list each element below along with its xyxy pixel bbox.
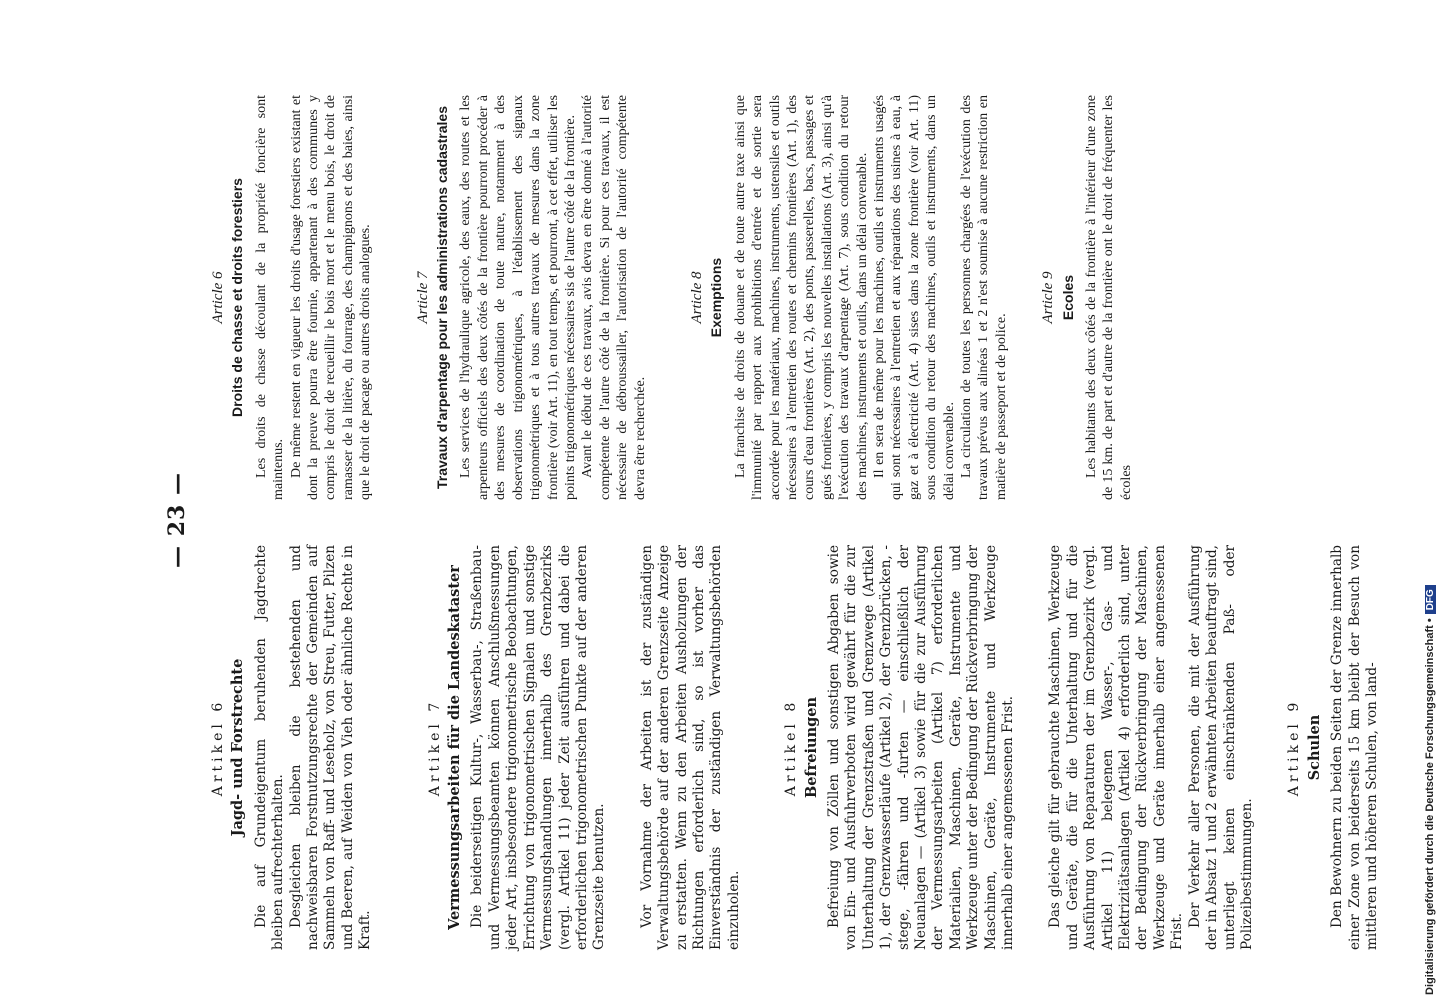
paragraph: La circulation de toutes les personnes chargées de l'exécution des travaux prévus aux alinéas 1 et 2 n'est soumise à aucune restriction en matière de passeport et de police. xyxy=(959,95,1009,500)
article-label: Article 7 xyxy=(414,271,431,324)
article-label: Artikel 8 xyxy=(783,698,800,797)
paragraph: Les services de l'hydraulique agricole, des eaux, des routes et les arpenteurs officiels des deux côtés de la frontière pourront procéder à des mesures de coordination de toute nature, notamment à des observations trigonométriques, à l'établissement des signaux trigonométriques et à tous autres travaux de mesures dans la zone frontière (voir Art. 11), en tout temps, et pourront, à cet effet, utiliser les points trigonométriques nécessaires sis de l'autre côté de la frontière. xyxy=(458,95,578,500)
german-column xyxy=(210,545,1381,950)
document-page xyxy=(130,80,1400,960)
article-title: Jagd- und Forstrechte xyxy=(229,658,247,837)
article-title: Travaux d'arpentage pour les administrations cadastrales xyxy=(434,105,451,490)
paragraph: Den Bewohnern zu beiden Seiten der Grenze innerhalb einer Zone von beiderseits 15 km bleibt der Besuch von mittleren und höheren Schulen, von land- xyxy=(1329,545,1380,950)
article-title: Schulen xyxy=(1305,714,1323,781)
french-article-7 xyxy=(415,95,649,500)
german-article-8 xyxy=(783,545,1256,950)
paragraph: Les droits de chasse découlant de la propriété foncière sont maintenus. xyxy=(253,95,287,500)
article-title: Befreiungen xyxy=(802,696,820,799)
article-label: Article 9 xyxy=(1040,271,1057,324)
paragraph: Das gleiche gilt für gebrauchte Maschinen, Werkzeuge und Geräte, die für die Unterhaltung und für die Ausführung von Reparaturen der im Grenzbezirk (vergl. Artikel 11) belegenen Wasser-, Gas- und Elektrizitätsanlagen (Artikel 4) erforderlich sind, unter der Bedingung der Rückverbringung der Maschinen, Werkzeuge und Geräte innerhalb einer angemessenen Frist. xyxy=(1047,545,1186,950)
article-label: Article 6 xyxy=(210,271,226,324)
digitization-note-text: Digitalisierung gefördert durch die Deutsche Forschungsgemeinschaft • xyxy=(1424,618,1436,995)
paragraph: Befreiung von Zöllen und sonstigen Abgaben sowie von Ein- und Ausfuhrverboten wird gewährt für die zur Unterhaltung der Grenzstraßen und Grenzwege (Artikel 1), der Grenzwasserläufe (Artikel 2), der Grenzbrücken, -stege, -fähren und -furten — einschließlich der Neuanlagen — (Artikel 3) sowie für die zur Ausführung der Vermessungsarbeiten (Artikel 7) erforderlichen Materialien, Maschinen, Geräte, Instrumente und Werkzeuge unter der Bedingung der Rückverbringung der Maschinen, Geräte, Instrumente und Werkzeuge innerhalb einer angemessenen Frist. xyxy=(825,545,1017,950)
article-label: Artikel 7 xyxy=(426,698,443,797)
article-title: Ecoles xyxy=(1059,274,1076,321)
french-column xyxy=(210,95,1135,500)
dfg-logo: DFG xyxy=(1425,585,1436,614)
paragraph: Vor Vornahme der Arbeiten ist der zuständigen Verwaltungsbehörde auf der anderen Grenzseite Anzeige zu erstatten. Wenn zu den Arbeiten Ausholzungen der Richtungen erforderlich sind, so ist vorher das Einverständnis der zuständigen Verwaltungsbehörden einzuholen. xyxy=(638,545,742,950)
article-label: Artikel 9 xyxy=(1286,698,1303,797)
article-label: Article 8 xyxy=(688,271,705,324)
article-label: Artikel 6 xyxy=(210,698,226,797)
paragraph: Die beiderseitigen Kultur-, Wasserbau-, Straßenbau- und Vermessungsbeamten können Anschlußmessungen jeder Art, insbesondere trigonometrische Beobachtungen, Errichtung von trigonometrischen Signalen und sonstige Vermessungshandlungen innerhalb des Grenzbezirks (vergl. Artikel 11) jeder Zeit ausführen und dabei die erforderlichen trigonometrischen Punkte auf der anderen Grenzseite benutzen. xyxy=(469,545,608,950)
paragraph: Desgleichen bleiben die bestehenden und nachweisbaren Forstnutzungsrechte der Gemeinden auf Sammeln von Raff- und Leseholz, von Streu, Futter, Pilzen und Beeren, auf Weiden von Vieh oder ähnliche Rechte in Kraft. xyxy=(287,545,374,950)
german-article-9 xyxy=(1286,545,1381,950)
page-number: — 23 — xyxy=(164,472,190,568)
french-article-8 xyxy=(689,95,1010,500)
article-title: Vermessungsarbeiten für die Landeskataster xyxy=(446,565,464,930)
paragraph: Il en sera de même pour les machines, outils et instruments usagés qui sont nécessaires à l'entretien et aux réparations des usines à eau, à gaz et à électricité (Art. 4) sises dans la zone frontière (voir Art. 11) sous condition du retour des machines, outils et instruments, dans un délai convenable. xyxy=(872,95,957,500)
paragraph: La franchise de droits de douane et de toute autre taxe ainsi que l'immunité par rapport aux prohibitions d'entrée et de sortie sera accordée pour les matériaux, machines, instruments, ustensiles et outils nécessaires à l'entretien des routes et chemins frontières (Art. 1), des cours d'eau frontières (Art. 2), des ponts, passerelles, bacs, passages et gués frontières, y compris les nouvelles installations (Art. 3), ainsi qu'à l'exécution des travaux d'arpentage (Art. 7), sous condition du retour des machines, instruments et outils, dans un délai convenable. xyxy=(732,95,870,500)
paragraph: De même restent en vigueur les droits d'usage forestiers existant et dont la preuve pourra être fournie, appartenant à des communes y compris le droit de recueillir le bois mort et le menu bois, le droit de ramasser de la litière, du fourrage, des champignons et des baies, ainsi que le droit de pacage ou autres droits analogues. xyxy=(288,95,374,500)
german-article-6 xyxy=(210,545,375,950)
article-title: Exemptions xyxy=(708,257,725,338)
paragraph: Avant le début de ces travaux, avis devra en être donné à l'autorité compétente de l'autre côté de la frontière. Si pour ces travaux, il est nécessaire de débroussailler, l'autorisation de l'autorité compétente devra être recherchée. xyxy=(580,95,648,500)
article-title: Droits de chasse et droits forestiers xyxy=(229,178,246,417)
french-article-9 xyxy=(1040,95,1135,500)
french-article-6 xyxy=(210,95,375,500)
digitization-note xyxy=(1402,0,1436,1000)
paragraph: Der Verkehr aller Personen, die mit der Ausführung der in Absatz 1 und 2 erwähnten Arbeiten beauftragt sind, unterliegt keinen einschränkenden Paß- oder Polizeibestimmungen. xyxy=(1186,545,1255,950)
paragraph: Les habitants des deux côtés de la frontière à l'intérieur d'une zone de 15 km. de part et d'autre de la frontière ont le droit de fréquenter les écoles xyxy=(1084,95,1134,500)
paragraph: Die auf Grundeigentum beruhenden Jagdrechte bleiben aufrechterhalten. xyxy=(252,545,287,950)
german-article-7 xyxy=(427,545,744,950)
